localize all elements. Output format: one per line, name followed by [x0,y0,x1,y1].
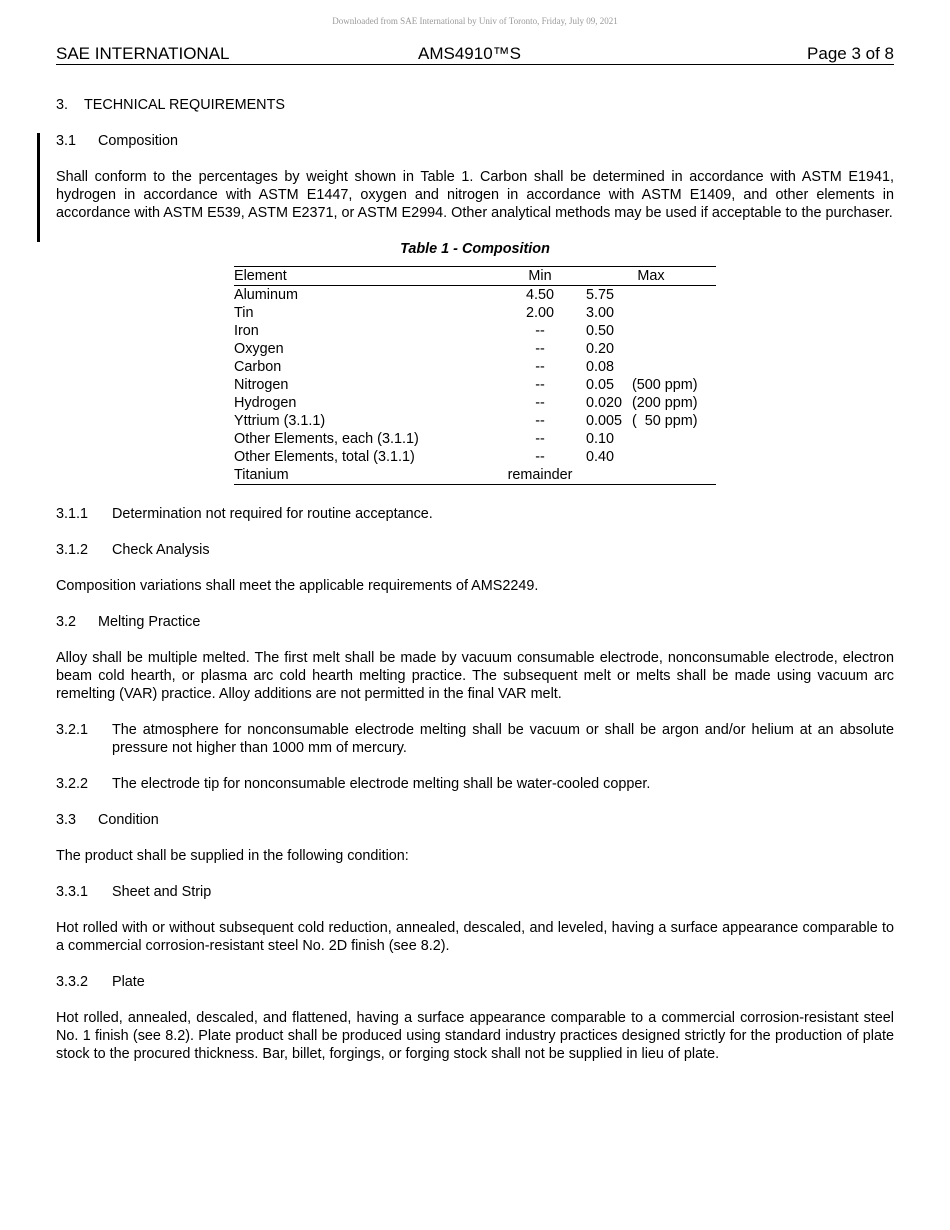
cell-ppm [632,286,716,305]
table-row [234,304,716,322]
melting-practice-paragraph: Alloy shall be multiple melted. The first melt shall be made by vacuum consumable electrode, nonconsumable electrode, electron beam cold hearth, or plasma arc cold hearth melting practice. The subsequent melt or melts shall be made using vacuum arc remelting (VAR) practice. Alloy additions are not permitted in the final VAR melt. [56,650,894,702]
section-3-3-2-heading [56,973,894,991]
section-text: The atmosphere for nonconsumable electrode melting shall be vacuum or shall be argon and/or helium at an absolute pressure not higher than 1000 mm of mercury. [112,722,894,756]
table-row [234,358,716,376]
cell-max: 0.40 [586,449,615,465]
section-number: 3.2.1 [56,722,89,738]
section-3-3-heading [56,811,894,829]
section-number: 3. [56,97,69,113]
section-number: 3.3.2 [56,974,89,990]
cell-element: Other Elements, each (3.1.1) [234,431,419,447]
header-page-number: Page 3 of 8 [807,44,894,63]
section-text: Determination not required for routine acceptance. [112,506,433,522]
cell-ppm: (500 ppm) [632,377,698,393]
section-number: 3.2 [56,614,77,630]
section-title: Sheet and Strip [112,884,212,900]
section-3-3-1-heading [56,883,894,901]
column-header-max: Max [637,268,665,284]
cell-min: -- [535,323,545,339]
download-watermark: Downloaded from SAE International by Univ of Toronto, Friday, July 09, 2021 [332,16,618,26]
cell-min: -- [535,341,545,357]
table-header-row [234,267,716,286]
cell-min: -- [535,395,545,411]
table-row [234,466,716,485]
section-number: 3.2.2 [56,776,89,792]
table-row [234,448,716,466]
cell-element: Nitrogen [234,377,289,393]
plate-paragraph: Hot rolled, annealed, descaled, and flattened, having a surface appearance comparable to a commercial corrosion-resistant steel No. 1 finish (see 8.2). Plate product shall be produced using standard industry practices designed strictly for the production of plate stock to the procured thickness. Bar, billet, forgings, or forging stock shall not be supplied in lieu of plate. [56,1010,894,1062]
column-header-element: Element [234,268,287,284]
header-organization: SAE INTERNATIONAL [56,44,230,63]
cell-max [582,466,632,485]
condition-paragraph: The product shall be supplied in the following condition: [56,848,409,864]
cell-min: remainder [507,467,573,483]
document-body [56,96,894,1081]
section-3-2-2 [56,775,894,793]
cell-min: -- [535,413,545,429]
cell-ppm [632,304,716,322]
cell-max: 5.75 [586,287,615,303]
cell-max: 0.50 [586,323,615,339]
section-number: 3.3 [56,812,77,828]
cell-ppm: (200 ppm) [632,395,698,411]
cell-min: -- [535,377,545,393]
cell-max: 3.00 [586,305,615,321]
section-title: Plate [112,974,145,990]
check-analysis-paragraph: Composition variations shall meet the applicable requirements of AMS2249. [56,578,539,594]
section-3-1-1 [56,505,894,523]
cell-element: Aluminum [234,287,298,303]
cell-min: 4.50 [525,287,554,303]
section-title: Check Analysis [112,542,210,558]
section-3-2-1 [56,721,894,757]
cell-element: Titanium [234,467,289,483]
section-number: 3.3.1 [56,884,89,900]
cell-min: -- [535,431,545,447]
section-3-heading [56,96,894,114]
sheet-strip-paragraph: Hot rolled with or without subsequent cold reduction, annealed, descaled, and leveled, having a surface appearance comparable to a commercial corrosion-resistant steel No. 2D finish (see 8.2). [56,920,894,954]
table-title: Table 1 - Composition [400,241,550,257]
section-title: Condition [98,812,159,828]
table-body [234,286,716,485]
section-3-1-heading [56,132,894,150]
revision-change-bar [37,133,40,242]
table-row [234,412,716,430]
cell-ppm [632,358,716,376]
cell-min: -- [535,449,545,465]
section-title: Melting Practice [98,614,201,630]
cell-element: Tin [234,305,254,321]
composition-paragraph: Shall conform to the percentages by weight shown in Table 1. Carbon shall be determined in accordance with ASTM E1941, hydrogen in accordance with ASTM E1447, oxygen and nitrogen in accordance with ASTM E1409, and other elements in accordance with ASTM E539, ASTM E2371, or ASTM E2994. Other analytical methods may be used if acceptable to the purchaser. [56,169,894,221]
composition-table [234,266,716,485]
section-number: 3.1 [56,133,77,149]
cell-element: Oxygen [234,341,284,357]
table-row [234,286,716,305]
section-number: 3.1.2 [56,542,89,558]
cell-max: 0.08 [586,359,615,375]
header-document-number: AMS4910™S [418,44,521,63]
table-row [234,376,716,394]
column-header-min: Min [528,268,552,284]
table-row [234,340,716,358]
section-3-1-2-heading [56,541,894,559]
cell-element: Hydrogen [234,395,297,411]
cell-ppm [632,466,716,485]
cell-ppm [632,448,716,466]
cell-max: 0.05 [586,377,615,393]
cell-element: Yttrium (3.1.1) [234,413,326,429]
section-title: Composition [98,133,178,149]
section-number: 3.1.1 [56,506,89,522]
cell-ppm [632,430,716,448]
cell-min: -- [535,359,545,375]
cell-min: 2.00 [525,305,554,321]
table-row [234,322,716,340]
cell-max: 0.020 [586,395,623,411]
cell-max: 0.10 [586,431,615,447]
table-row [234,394,716,412]
section-3-2-heading [56,613,894,631]
cell-element: Other Elements, total (3.1.1) [234,449,415,465]
cell-element: Carbon [234,359,282,375]
cell-max: 0.20 [586,341,615,357]
cell-max: 0.005 [586,413,623,429]
section-text: The electrode tip for nonconsumable electrode melting shall be water-cooled copper. [112,776,651,792]
cell-element: Iron [234,323,259,339]
cell-ppm: ( 50 ppm) [632,413,698,429]
page-header [56,44,894,65]
section-title: TECHNICAL REQUIREMENTS [84,97,285,113]
cell-ppm [632,340,716,358]
table-row [234,430,716,448]
cell-ppm [632,322,716,340]
